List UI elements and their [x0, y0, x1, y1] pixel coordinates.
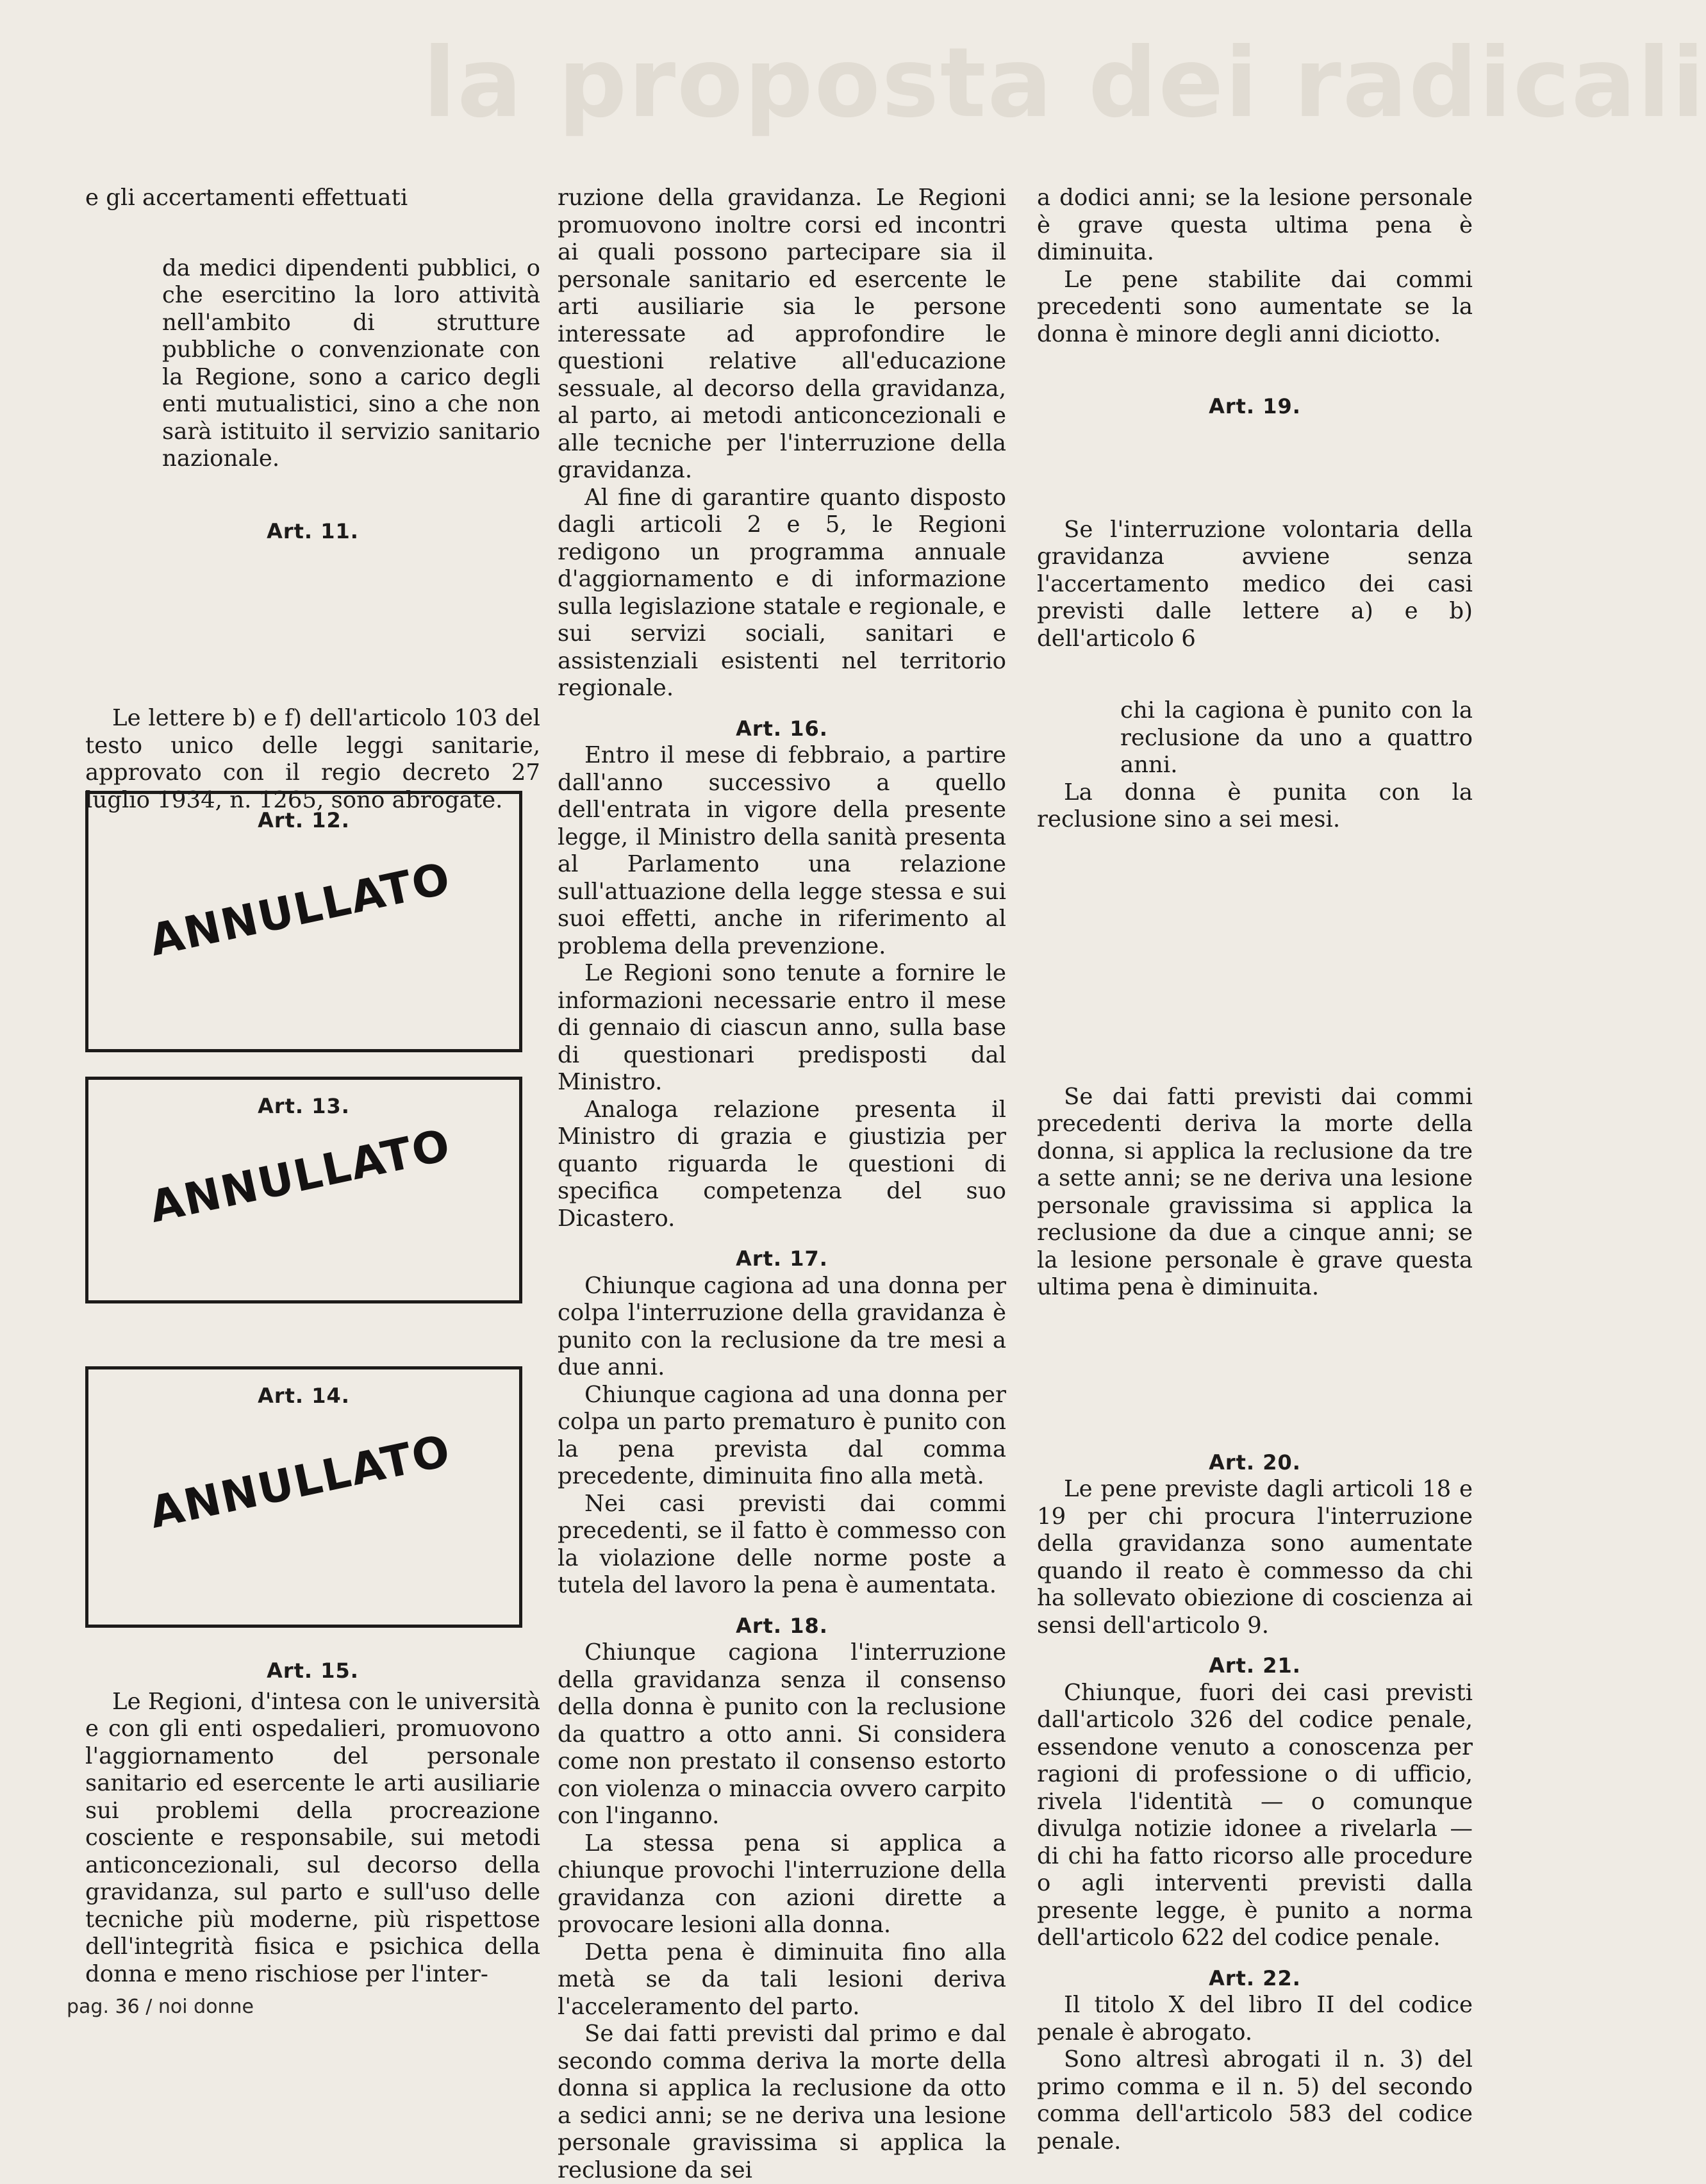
article-heading: Art. 12.	[258, 808, 350, 832]
column-1	[85, 185, 540, 814]
column-2	[558, 185, 1006, 2184]
column-1-bottom	[85, 1657, 540, 1988]
paragraph: a dodici anni; se la lesione personale è grave questa ultima pena è diminuita.	[1037, 185, 1473, 265]
page-footer: pag. 36 / noi donne	[67, 1996, 254, 2018]
article-heading: Art. 16.	[736, 716, 828, 741]
article-heading: Art. 21.	[1209, 1653, 1301, 1678]
annullato-stamp: ANNULLATO	[145, 1120, 456, 1233]
paragraph: Se dai fatti previsti dai commi precedenti deriva la morte della donna, si applica la reclusione da tre a sette anni; se ne deriva una lesione personale gravissima si applica la reclusione da due a cinque anni; se la lesione personale è grave questa ultima pena è diminuita.	[1037, 1083, 1473, 1300]
article-heading: Art. 13.	[258, 1094, 350, 1118]
column-3	[1037, 185, 1473, 2155]
paragraph: Chiunque cagiona l'interruzione della gravidanza senza il consenso della donna è punito con la reclusione da quattro a otto anni. Si considera come non prestato il consenso estorto con violenza o minaccia ovvero carpito con l'inganno.	[558, 1639, 1006, 1829]
paragraph: La donna è punita con la reclusione sino a sei mesi.	[1037, 779, 1473, 832]
article-heading: Art. 17.	[736, 1246, 828, 1271]
paragraph: Se l'interruzione volontaria della gravidanza avviene senza l'accertamento medico dei casi previsti dalle lettere a) e b) dell'articolo 6	[1037, 516, 1473, 652]
paragraph: ruzione della gravidanza. Le Regioni promuovono inoltre corsi ed incontri ai quali possono partecipare sia il personale sanitario ed esercente le arti ausiliarie sia le persone interessate ad approfondire le questioni relative all'educazione sessuale, al decorso della gravidanza, al parto, ai metodi anticoncezionali e alle tecniche per l'interruzione della gravidanza.	[558, 185, 1006, 483]
paragraph: Le Regioni, d'intesa con le università e con gli enti ospedalieri, promuovono l'aggiornamento del personale sanitario ed esercente le arti ausiliarie sui problemi della procreazione cosciente e responsabile, sui metodi anticoncezionali, sul decorso della gravidanza, sul parto e sull'uso delle tecniche più moderne, più rispettose dell'integrità fisica e psichica della donna e meno rischiose per l'inter-	[85, 1688, 540, 1987]
paragraph: Il titolo X del libro II del codice penale è abrogato.	[1037, 1992, 1473, 2046]
paragraph: Chiunque, fuori dei casi previsti dall'articolo 326 del codice penale, essendone venuto a conoscenza per ragioni di professione o di ufficio, rivela l'identità — o comunque divulga notizie idonee a rivelarla — di chi ha fatto ricorso alle procedure o agli interventi previsti dalla presente legge, è punito a norma dell'articolo 622 del codice penale.	[1037, 1679, 1473, 1951]
paragraph: Le pene previste dagli articoli 18 e 19 per chi procura l'interruzione della gravidanza sono aumentate quando il reato è commesso da chi ha sollevato obiezione di coscienza ai sensi dell'articolo 9.	[1037, 1476, 1473, 1639]
article-heading: Art. 22.	[1209, 1965, 1301, 1990]
annulled-box-art12	[85, 791, 522, 1052]
annullato-stamp: ANNULLATO	[145, 1425, 456, 1539]
paragraph: da medici dipendenti pubblici, o che esercitino la loro attività nell'ambito di strutture pubbliche o convenzionate con la Regione, sono a carico degli enti mutualistici, sino a che non sarà istituito il servizio sanitario nazionale.	[162, 254, 540, 472]
paragraph: Al fine di garantire quanto disposto dagli articoli 2 e 5, le Regioni redigono un programma annuale d'aggiornamento e di informazione sulla legislazione statale e regionale, e sui servizi sociali, sanitari e assistenziali esistenti nel territorio regionale.	[558, 484, 1006, 701]
paragraph: Se dai fatti previsti dal primo e dal secondo comma deriva la morte della donna si applica la reclusione da otto a sedici anni; se ne deriva una lesione personale gravissima si applica la reclusione da sei	[558, 2021, 1006, 2183]
paragraph: Chiunque cagiona ad una donna per colpa l'interruzione della gravidanza è punito con la reclusione da tre mesi a due anni.	[558, 1272, 1006, 1380]
paragraph: Nei casi previsti dai commi precedenti, se il fatto è commesso con la violazione delle norme poste a tutela del lavoro la pena è aumentata.	[558, 1490, 1006, 1598]
paragraph: Sono altresì abrogati il n. 3) del primo comma e il n. 5) del secondo comma dell'articolo 583 del codice penale.	[1037, 2046, 1473, 2155]
annullato-stamp: ANNULLATO	[145, 853, 456, 966]
paragraph: Le pene stabilite dai commi precedenti sono aumentate se la donna è minore degli anni diciotto.	[1037, 266, 1473, 347]
article-heading: Art. 14.	[258, 1384, 350, 1408]
paragraph: Le lettere b) e f) dell'articolo 103 del testo unico delle leggi sanitarie, approvato con il regio decreto 27 luglio 1934, n. 1265, sono abrogate.	[85, 705, 540, 813]
paragraph: chi la cagiona è punito con la reclusione da uno a quattro anni.	[1120, 697, 1473, 778]
paragraph: Detta pena è diminuita fino alla metà se da tali lesioni deriva l'acceleramento del parto.	[558, 1939, 1006, 2020]
annulled-box-art13	[85, 1077, 522, 1303]
article-heading: Art. 15.	[267, 1659, 359, 1683]
paragraph: Chiunque cagiona ad una donna per colpa un parto prematuro è punito con la pena prevista dal comma precedente, diminuita fino alla metà.	[558, 1381, 1006, 1489]
paragraph: Entro il mese di febbraio, a partire dall'anno successivo a quello dell'entrata in vigore della presente legge, il Ministro della sanità presenta al Parlamento una relazione sull'attuazione della legge stessa e sui suoi effetti, anche in riferimento al problema della prevenzione.	[558, 742, 1006, 959]
ghost-headline: la proposta dei radicali	[423, 28, 1706, 139]
article-heading: Art. 20.	[1209, 1450, 1301, 1475]
paragraph: La stessa pena si applica a chiunque provochi l'interruzione della gravidanza con azioni dirette a provocare lesioni alla donna.	[558, 1830, 1006, 1938]
article-heading: Art. 19.	[1209, 394, 1301, 418]
article-heading: Art. 11.	[267, 518, 359, 543]
paragraph: Le Regioni sono tenute a fornire le informazioni necessarie entro il mese di gennaio di ciascun anno, sulla base di questionari predisposti dal Ministro.	[558, 960, 1006, 1095]
paragraph: e gli accertamenti effettuati	[85, 185, 408, 211]
paragraph: Analoga relazione presenta il Ministro di grazia e giustizia per quanto riguarda le questioni di specifica competenza del suo Dicastero.	[558, 1096, 1006, 1232]
annulled-box-art14	[85, 1366, 522, 1628]
article-heading: Art. 18.	[736, 1613, 828, 1638]
